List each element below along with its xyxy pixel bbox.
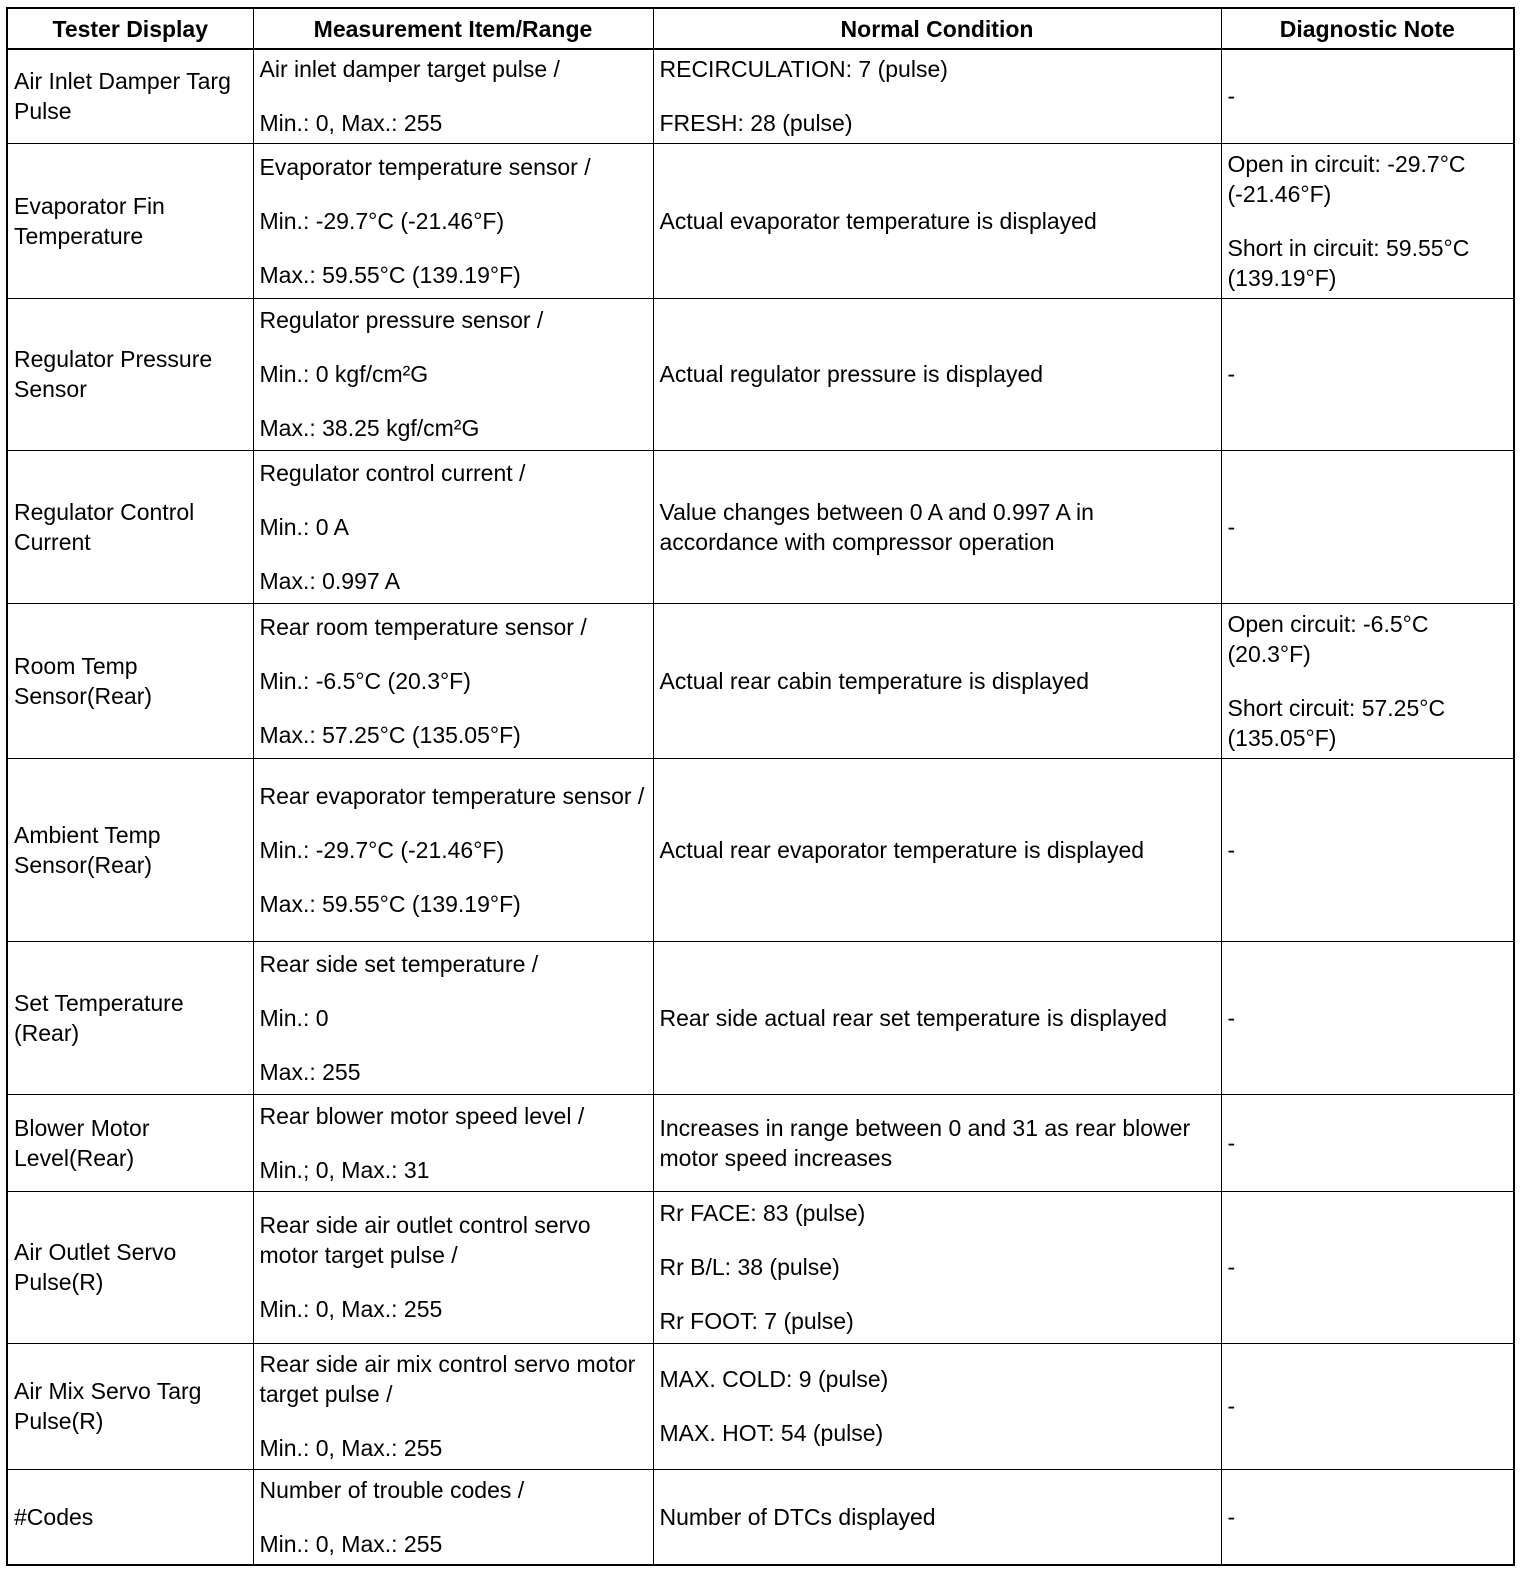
cell-text: Evaporator Fin Temperature <box>14 192 165 249</box>
cell-normal-condition <box>653 1094 1221 1191</box>
cell-tester-display <box>7 1191 253 1343</box>
cell-tester-display <box>7 49 253 143</box>
cell-text: Set Temperature (Rear) <box>14 989 184 1046</box>
cell-line: Open circuit: -6.5°C (20.3°F) <box>1227 610 1429 667</box>
page <box>6 7 1515 1566</box>
cell-measurement <box>253 941 653 1094</box>
cell-measurement <box>253 143 653 298</box>
cell-text: - <box>1227 83 1236 110</box>
cell-diagnostic-note <box>1221 1094 1514 1191</box>
cell-normal-condition <box>653 49 1221 143</box>
cell-line: Max.: 59.55°C (139.19°F) <box>259 261 521 288</box>
cell-line: Value changes between 0 A and 0.997 A in accordance with compressor operation <box>659 498 1094 555</box>
cell-tester-display <box>7 941 253 1094</box>
cell-line: Min.: 0, Max.: 255 <box>259 110 443 137</box>
cell-text: - <box>1227 513 1236 540</box>
cell-diagnostic-note <box>1221 941 1514 1094</box>
cell-text: - <box>1227 1503 1236 1530</box>
header-normal-condition: Normal Condition <box>653 8 1221 49</box>
cell-line: Min.: 0, Max.: 255 <box>259 1296 443 1322</box>
cell-normal-condition <box>653 1191 1221 1343</box>
cell-normal-condition <box>653 450 1221 603</box>
cell-diagnostic-note <box>1221 1469 1514 1565</box>
cell-line: Open in circuit: -29.7°C (-21.46°F) <box>1227 150 1466 207</box>
cell-line: Min.: 0 <box>259 1004 329 1031</box>
header-tester-display: Tester Display <box>7 8 253 49</box>
cell-line: Max.: 38.25 kgf/cm²G <box>259 415 480 441</box>
cell-diagnostic-note <box>1221 1191 1514 1343</box>
cell-text: - <box>1227 1004 1236 1031</box>
cell-line: Rear side actual rear set temperature is displayed <box>659 1004 1168 1031</box>
cell-line: Actual rear cabin temperature is displayed <box>659 667 1090 694</box>
cell-line: Rr FACE: 83 (pulse) <box>659 1200 866 1226</box>
cell-line: Rear side air outlet control servo motor target pulse / <box>259 1212 591 1268</box>
table-row <box>7 758 1514 941</box>
cell-measurement <box>253 1469 653 1565</box>
cell-text: Blower Motor Level(Rear) <box>14 1114 150 1171</box>
cell-measurement <box>253 758 653 941</box>
cell-line: Rear evaporator temperature sensor / <box>259 782 645 809</box>
cell-line: Increases in range between 0 and 31 as rear blower motor speed increases <box>659 1114 1191 1171</box>
cell-text: Ambient Temp Sensor(Rear) <box>14 821 161 878</box>
cell-text: - <box>1227 1129 1236 1156</box>
cell-text: - <box>1227 1254 1236 1280</box>
cell-line: Short in circuit: 59.55°C (139.19°F) <box>1227 234 1470 291</box>
cell-line: RECIRCULATION: 7 (pulse) <box>659 56 948 83</box>
cell-line: Evaporator temperature sensor / <box>259 153 591 180</box>
cell-measurement <box>253 1343 653 1469</box>
cell-line: Air inlet damper target pulse / <box>259 56 560 83</box>
header-measurement-item-range: Measurement Item/Range <box>253 8 653 49</box>
table-row <box>7 1343 1514 1469</box>
cell-text: Air Inlet Damper Targ Pulse <box>14 68 231 125</box>
cell-tester-display <box>7 1094 253 1191</box>
cell-tester-display <box>7 758 253 941</box>
cell-text: - <box>1227 836 1236 863</box>
cell-line: Min.: -6.5°C (20.3°F) <box>259 667 471 694</box>
cell-line: Rear blower motor speed level / <box>259 1102 585 1129</box>
cell-line: Number of trouble codes / <box>259 1476 525 1503</box>
table-row <box>7 298 1514 450</box>
cell-measurement <box>253 298 653 450</box>
cell-measurement <box>253 1094 653 1191</box>
cell-line: Min.: 0, Max.: 255 <box>259 1530 443 1557</box>
cell-line: Number of DTCs displayed <box>659 1503 936 1530</box>
cell-line: MAX. HOT: 54 (pulse) <box>659 1420 884 1446</box>
cell-tester-display <box>7 603 253 758</box>
cell-diagnostic-note <box>1221 450 1514 603</box>
cell-normal-condition <box>653 298 1221 450</box>
table-row <box>7 450 1514 603</box>
cell-tester-display <box>7 143 253 298</box>
cell-normal-condition <box>653 603 1221 758</box>
cell-measurement <box>253 49 653 143</box>
cell-line: Actual evaporator temperature is displayed <box>659 207 1097 234</box>
cell-measurement <box>253 1191 653 1343</box>
table-row <box>7 49 1514 143</box>
cell-diagnostic-note <box>1221 143 1514 298</box>
cell-normal-condition <box>653 143 1221 298</box>
cell-text: Regulator Pressure Sensor <box>14 346 213 402</box>
header-diagnostic-note: Diagnostic Note <box>1221 8 1514 49</box>
table-row <box>7 603 1514 758</box>
cell-line: Min.; 0, Max.: 31 <box>259 1156 430 1183</box>
cell-diagnostic-note <box>1221 49 1514 143</box>
cell-line: Max.: 57.25°C (135.05°F) <box>259 721 521 748</box>
cell-line: Actual regulator pressure is displayed <box>659 361 1044 387</box>
cell-text: - <box>1227 361 1236 387</box>
cell-line: Max.: 255 <box>259 1058 361 1085</box>
cell-diagnostic-note <box>1221 603 1514 758</box>
cell-line: Min.: 0 A <box>259 513 349 540</box>
table-row <box>7 1469 1514 1565</box>
cell-line: Min.: -29.7°C (-21.46°F) <box>259 207 505 234</box>
cell-text: Air Mix Servo Targ Pulse(R) <box>14 1378 202 1434</box>
cell-text: Room Temp Sensor(Rear) <box>14 652 153 709</box>
cell-tester-display <box>7 450 253 603</box>
cell-line: Max.: 0.997 A <box>259 567 401 594</box>
cell-line: Min.: 0 kgf/cm²G <box>259 361 429 387</box>
cell-line: MAX. COLD: 9 (pulse) <box>659 1366 889 1392</box>
cell-text: - <box>1227 1393 1236 1419</box>
cell-normal-condition <box>653 1343 1221 1469</box>
table-row <box>7 1094 1514 1191</box>
cell-line: FRESH: 28 (pulse) <box>659 110 853 137</box>
cell-tester-display <box>7 1343 253 1469</box>
cell-diagnostic-note <box>1221 1343 1514 1469</box>
cell-line: Regulator control current / <box>259 459 526 486</box>
cell-normal-condition <box>653 1469 1221 1565</box>
table-row <box>7 941 1514 1094</box>
cell-line: Rear side air mix control servo motor target pulse / <box>259 1351 636 1407</box>
cell-line: Min.: 0, Max.: 255 <box>259 1435 443 1461</box>
cell-tester-display <box>7 1469 253 1565</box>
cell-line: Min.: -29.7°C (-21.46°F) <box>259 836 505 863</box>
table-header-row <box>7 8 1514 49</box>
cell-measurement <box>253 603 653 758</box>
cell-measurement <box>253 450 653 603</box>
cell-line: Rr FOOT: 7 (pulse) <box>659 1308 854 1334</box>
cell-line: Rr B/L: 38 (pulse) <box>659 1254 840 1280</box>
cell-normal-condition <box>653 941 1221 1094</box>
cell-line: Rear side set temperature / <box>259 950 539 977</box>
cell-line: Max.: 59.55°C (139.19°F) <box>259 890 521 917</box>
cell-line: Short circuit: 57.25°C (135.05°F) <box>1227 694 1446 751</box>
cell-line: Rear room temperature sensor / <box>259 613 587 640</box>
cell-tester-display <box>7 298 253 450</box>
table-row <box>7 143 1514 298</box>
cell-text: Air Outlet Servo Pulse(R) <box>14 1239 177 1295</box>
cell-text: Regulator Control Current <box>14 498 195 555</box>
table-row <box>7 1191 1514 1343</box>
tester-data-table <box>6 7 1515 1566</box>
cell-diagnostic-note <box>1221 758 1514 941</box>
cell-diagnostic-note <box>1221 298 1514 450</box>
cell-text: #Codes <box>14 1503 94 1530</box>
cell-line: Regulator pressure sensor / <box>259 307 544 333</box>
cell-normal-condition <box>653 758 1221 941</box>
cell-line: Actual rear evaporator temperature is displayed <box>659 836 1145 863</box>
